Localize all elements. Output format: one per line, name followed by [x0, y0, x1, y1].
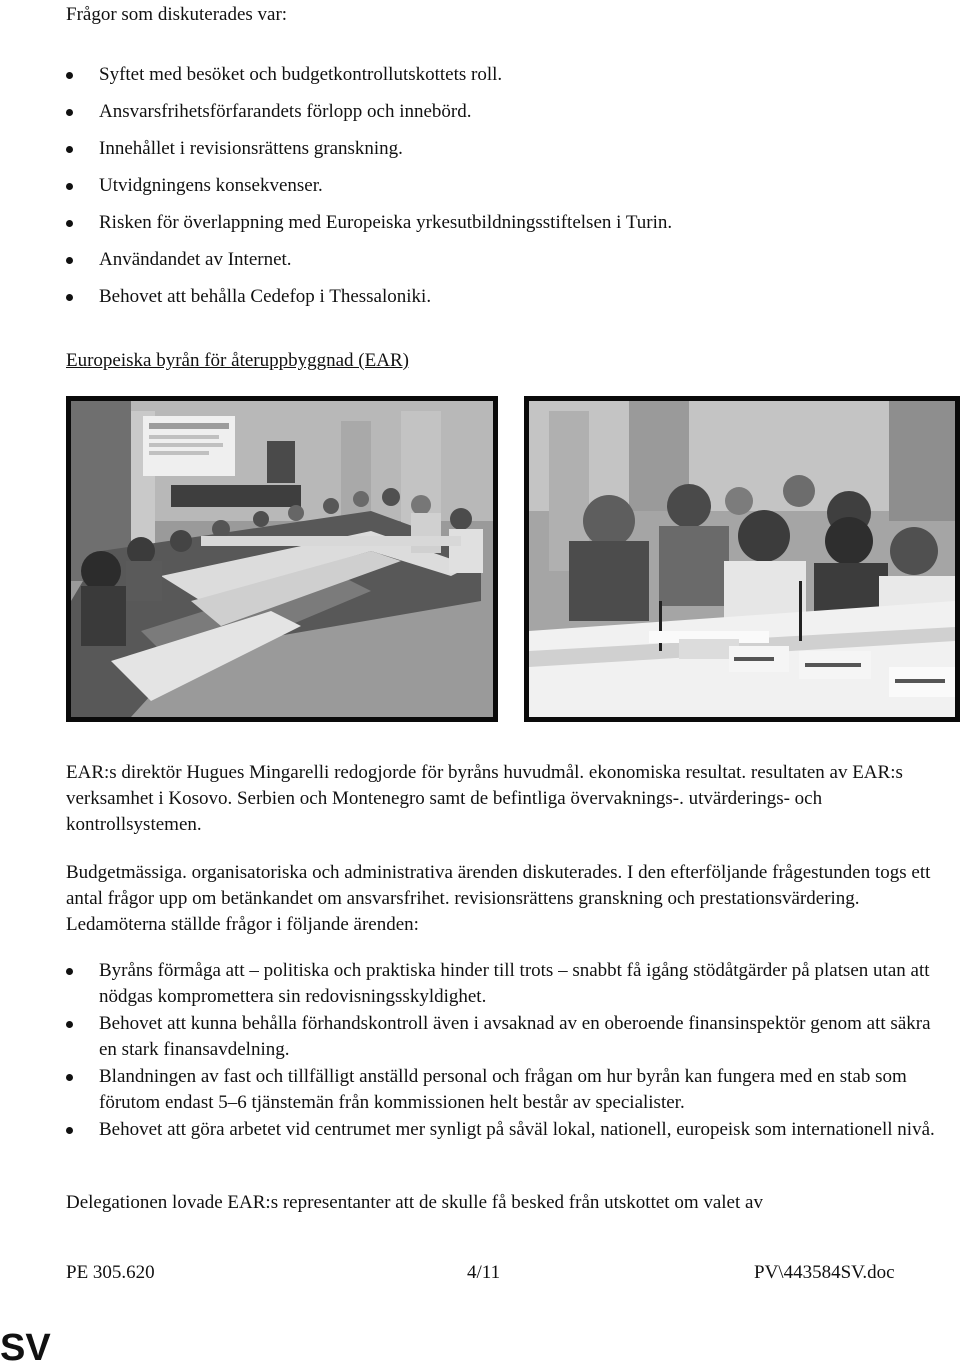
bullet-icon	[66, 109, 73, 116]
meeting-room-photo	[66, 396, 498, 722]
delegates-image	[529, 401, 955, 717]
questions-list	[66, 958, 946, 1144]
bullet-icon	[66, 183, 73, 190]
bullet-icon	[66, 220, 73, 227]
language-code: SV	[0, 1327, 51, 1369]
bullet-icon	[66, 294, 73, 301]
delegates-photo	[524, 396, 960, 722]
bullet-icon	[66, 1074, 73, 1081]
bullet-icon	[66, 1127, 73, 1134]
bullet-icon	[66, 72, 73, 79]
list-item: Behovet att göra arbetet vid centrumet mer synligt på såväl lokal, nationell, europeisk som internationell nivå.	[66, 1117, 946, 1143]
list-item: Ansvarsfrihetsförfarandets förlopp och innebörd.	[66, 99, 946, 125]
bullet-icon	[66, 1021, 73, 1028]
section-heading: Europeiska byrån för återuppbyggnad (EAR)	[66, 350, 409, 371]
bullet-icon	[66, 146, 73, 153]
list-item: Risken för överlappning med Europeiska yrkesutbildningsstiftelsen i Turin.	[66, 210, 946, 236]
bullet-icon	[66, 968, 73, 975]
list-item: Behovet att kunna behålla förhandskontroll även i avsaknad av en oberoende finansinspektör genom att säkra en stark finansavdelning.	[66, 1011, 946, 1063]
list-item: Syftet med besöket och budgetkontrollutskottets roll.	[66, 62, 946, 88]
list-item: Innehållet i revisionsrättens granskning.	[66, 136, 946, 162]
topics-list	[66, 62, 946, 321]
meeting-room-image	[71, 401, 493, 717]
list-item: Byråns förmåga att – politiska och praktiska hinder till trots – snabbt få igång stödåtgärder på platsen utan att nödgas kompromettera sin redovisningsskyldighet.	[66, 958, 946, 1010]
footer-reference: PE 305.620	[66, 1262, 155, 1283]
list-item: Blandningen av fast och tillfälligt anställd personal och frågan om hur byrån kan fungera med en stab som förutom endast 5–6 tjänstemän från kommissionen helt består av specialister.	[66, 1064, 946, 1116]
intro-text: Frågor som diskuterades var:	[66, 4, 288, 25]
footer-page-number: 4/11	[467, 1262, 501, 1283]
paragraph-delegation: Delegationen lovade EAR:s representanter att de skulle få besked från utskottet om valet av	[66, 1192, 763, 1213]
list-item: Användandet av Internet.	[66, 247, 946, 273]
list-item: Utvidgningens konsekvenser.	[66, 173, 946, 199]
list-item: Behovet att behålla Cedefop i Thessaloniki.	[66, 284, 946, 310]
paragraph-ear-director: EAR:s direktör Hugues Mingarelli redogjorde för byråns huvudmål. ekonomiska resultat. resultaten av EAR:s verksamhet i Kosovo. Serbien och Montenegro samt de befintliga övervaknings-. utvärderings- och kontrollsystemen.	[66, 762, 903, 835]
footer-filename: PV\443584SV.doc	[754, 1262, 895, 1283]
bullet-icon	[66, 257, 73, 264]
paragraph-questions: Budgetmässiga. organisatoriska och administrativa ärenden diskuterades. I den efterföljande frågestunden togs ett antal frågor upp om betänkandet om ansvarsfrihet. revisionsrättens granskning och prestationsvärdering. Ledamöterna ställde frågor i följande ärenden:	[66, 862, 931, 935]
